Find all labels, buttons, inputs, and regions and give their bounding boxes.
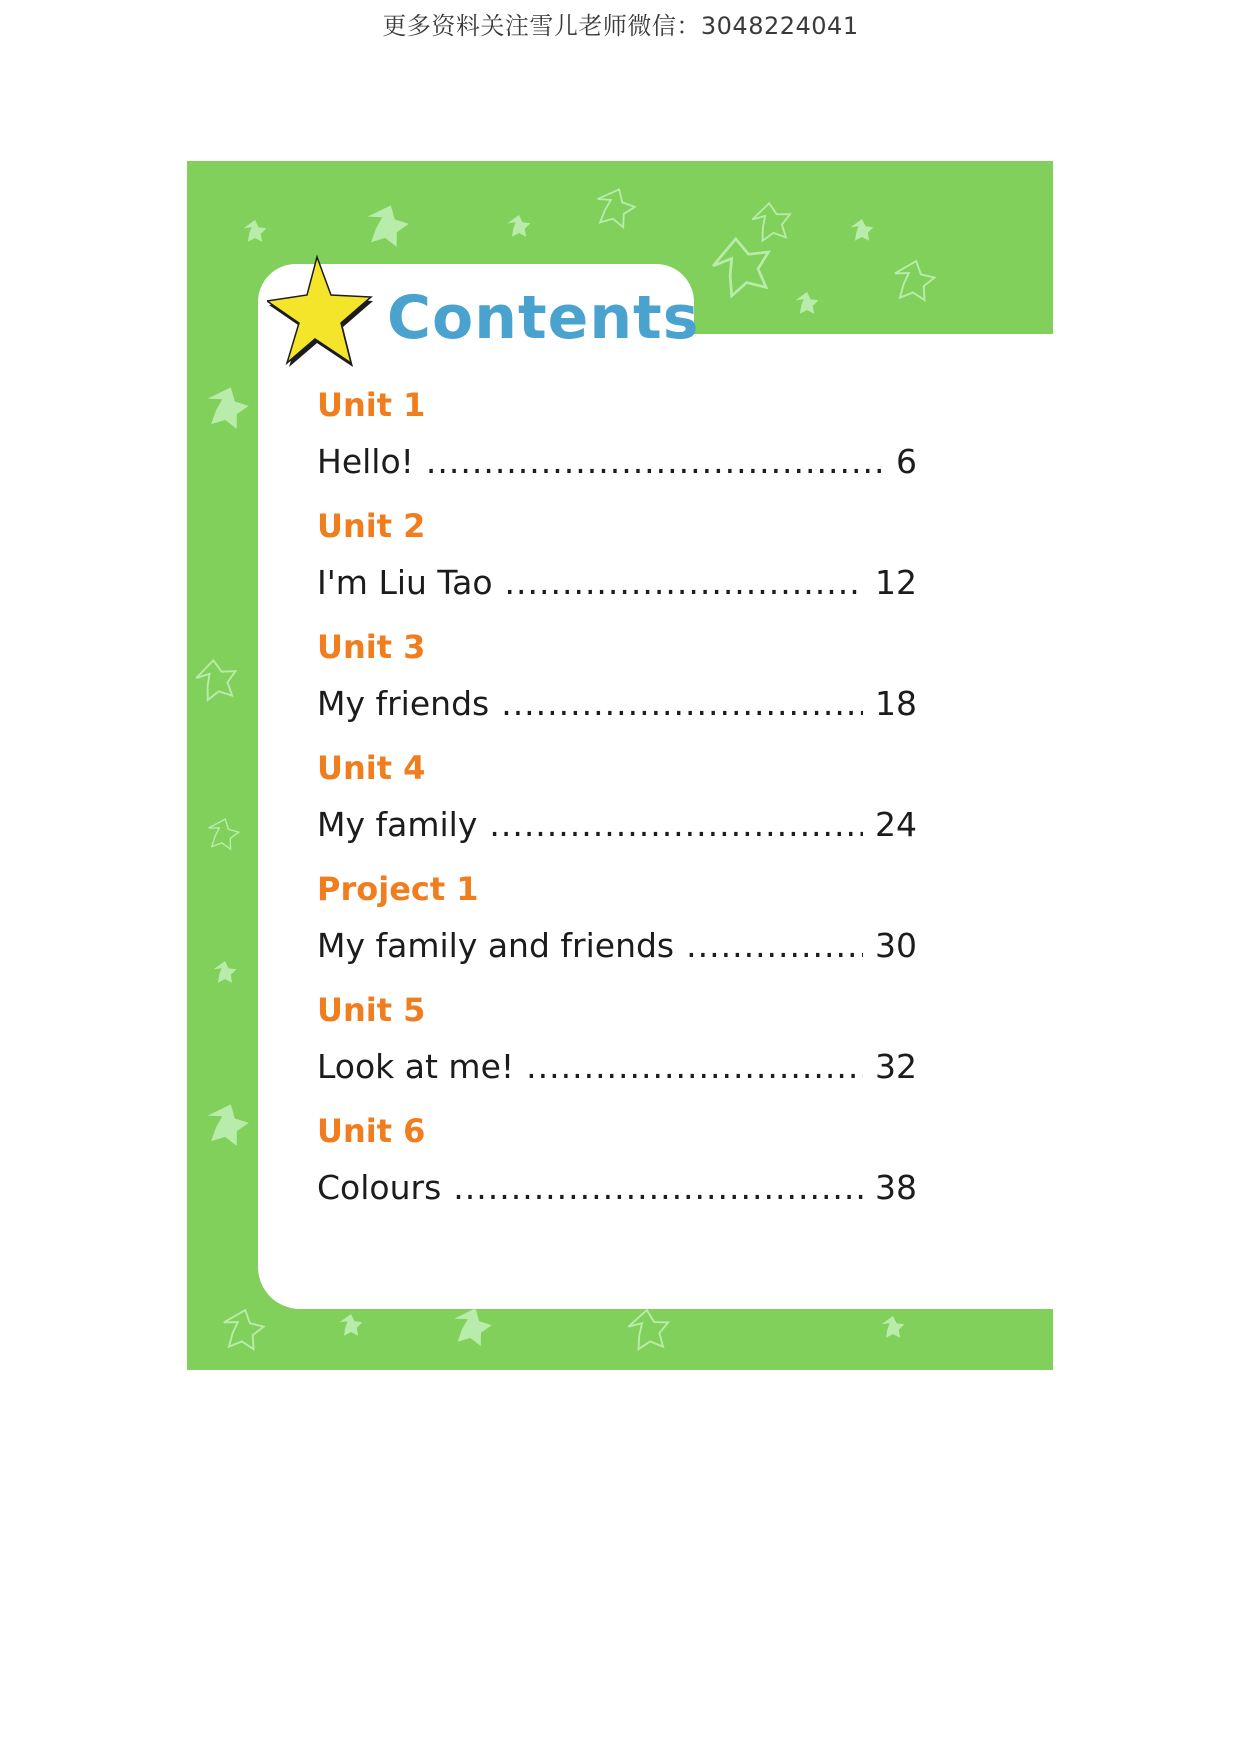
unit-label: Unit 6: [317, 1112, 426, 1150]
toc-entry[interactable]: [317, 442, 917, 481]
toc-entry[interactable]: [317, 684, 917, 723]
unit-label: Project 1: [317, 870, 479, 908]
toc-section: [317, 507, 917, 628]
dot-leader: [489, 805, 863, 844]
entry-title: Colours: [317, 1168, 442, 1207]
star-icon: [203, 1101, 251, 1147]
dot-leader: [526, 1047, 863, 1086]
entry-title: My family and friends: [317, 926, 675, 965]
entry-title: Look at me!: [317, 1047, 515, 1086]
unit-label: Unit 1: [317, 386, 426, 424]
star-outline-icon: [221, 1308, 265, 1350]
star-icon: [450, 1305, 494, 1347]
star-icon: [203, 384, 251, 430]
unit-label: Unit 2: [317, 507, 426, 545]
toc-entry[interactable]: [317, 1168, 917, 1207]
table-of-contents: [317, 386, 917, 1233]
toc-entry[interactable]: [317, 1047, 917, 1086]
toc-section: [317, 1112, 917, 1233]
star-outline-icon: [593, 185, 638, 228]
toc-section: [317, 991, 917, 1112]
entry-title: My friends: [317, 684, 490, 723]
dot-leader: [501, 684, 863, 723]
toc-entry[interactable]: [317, 805, 917, 844]
page-title: Contents: [387, 283, 700, 353]
star-icon: [851, 219, 874, 241]
star-icon: [363, 202, 411, 248]
unit-label: Unit 4: [317, 749, 426, 787]
star-icon: [508, 215, 531, 237]
star-outline-icon: [194, 657, 240, 701]
toc-entry[interactable]: [317, 926, 917, 965]
dot-leader: [426, 442, 884, 481]
entry-title: I'm Liu Tao: [317, 563, 493, 602]
page-number: 6: [896, 442, 917, 481]
star-outline-icon: [708, 232, 776, 298]
title-star-icon: [267, 251, 379, 371]
toc-section: [317, 628, 917, 749]
dot-leader: [686, 926, 863, 965]
entry-title: Hello!: [317, 442, 414, 481]
unit-label: Unit 5: [317, 991, 426, 1029]
page-number: 30: [875, 926, 917, 965]
contents-page: [187, 161, 1053, 1370]
dot-leader: [505, 563, 863, 602]
page-number: 38: [875, 1168, 917, 1207]
dot-leader: [453, 1168, 863, 1207]
star-icon: [882, 1316, 905, 1338]
star-outline-icon: [627, 1308, 671, 1350]
star-icon: [214, 961, 237, 983]
entry-title: My family: [317, 805, 478, 844]
star-outline-icon: [892, 259, 936, 301]
page-number: 32: [875, 1047, 917, 1086]
unit-label: Unit 3: [317, 628, 426, 666]
toc-section: [317, 870, 917, 991]
page-number: 12: [875, 563, 917, 602]
toc-section: [317, 386, 917, 507]
star-icon: [796, 292, 819, 314]
toc-section: [317, 749, 917, 870]
header-note: 更多资料关注雪儿老师微信：3048224041: [382, 12, 859, 40]
page-number: 24: [875, 805, 917, 844]
star-icon: [244, 220, 267, 242]
star-outline-icon: [206, 817, 240, 850]
star-icon: [340, 1314, 363, 1336]
page-number: 18: [875, 684, 917, 723]
toc-entry[interactable]: [317, 563, 917, 602]
star-outline-icon: [750, 201, 793, 242]
